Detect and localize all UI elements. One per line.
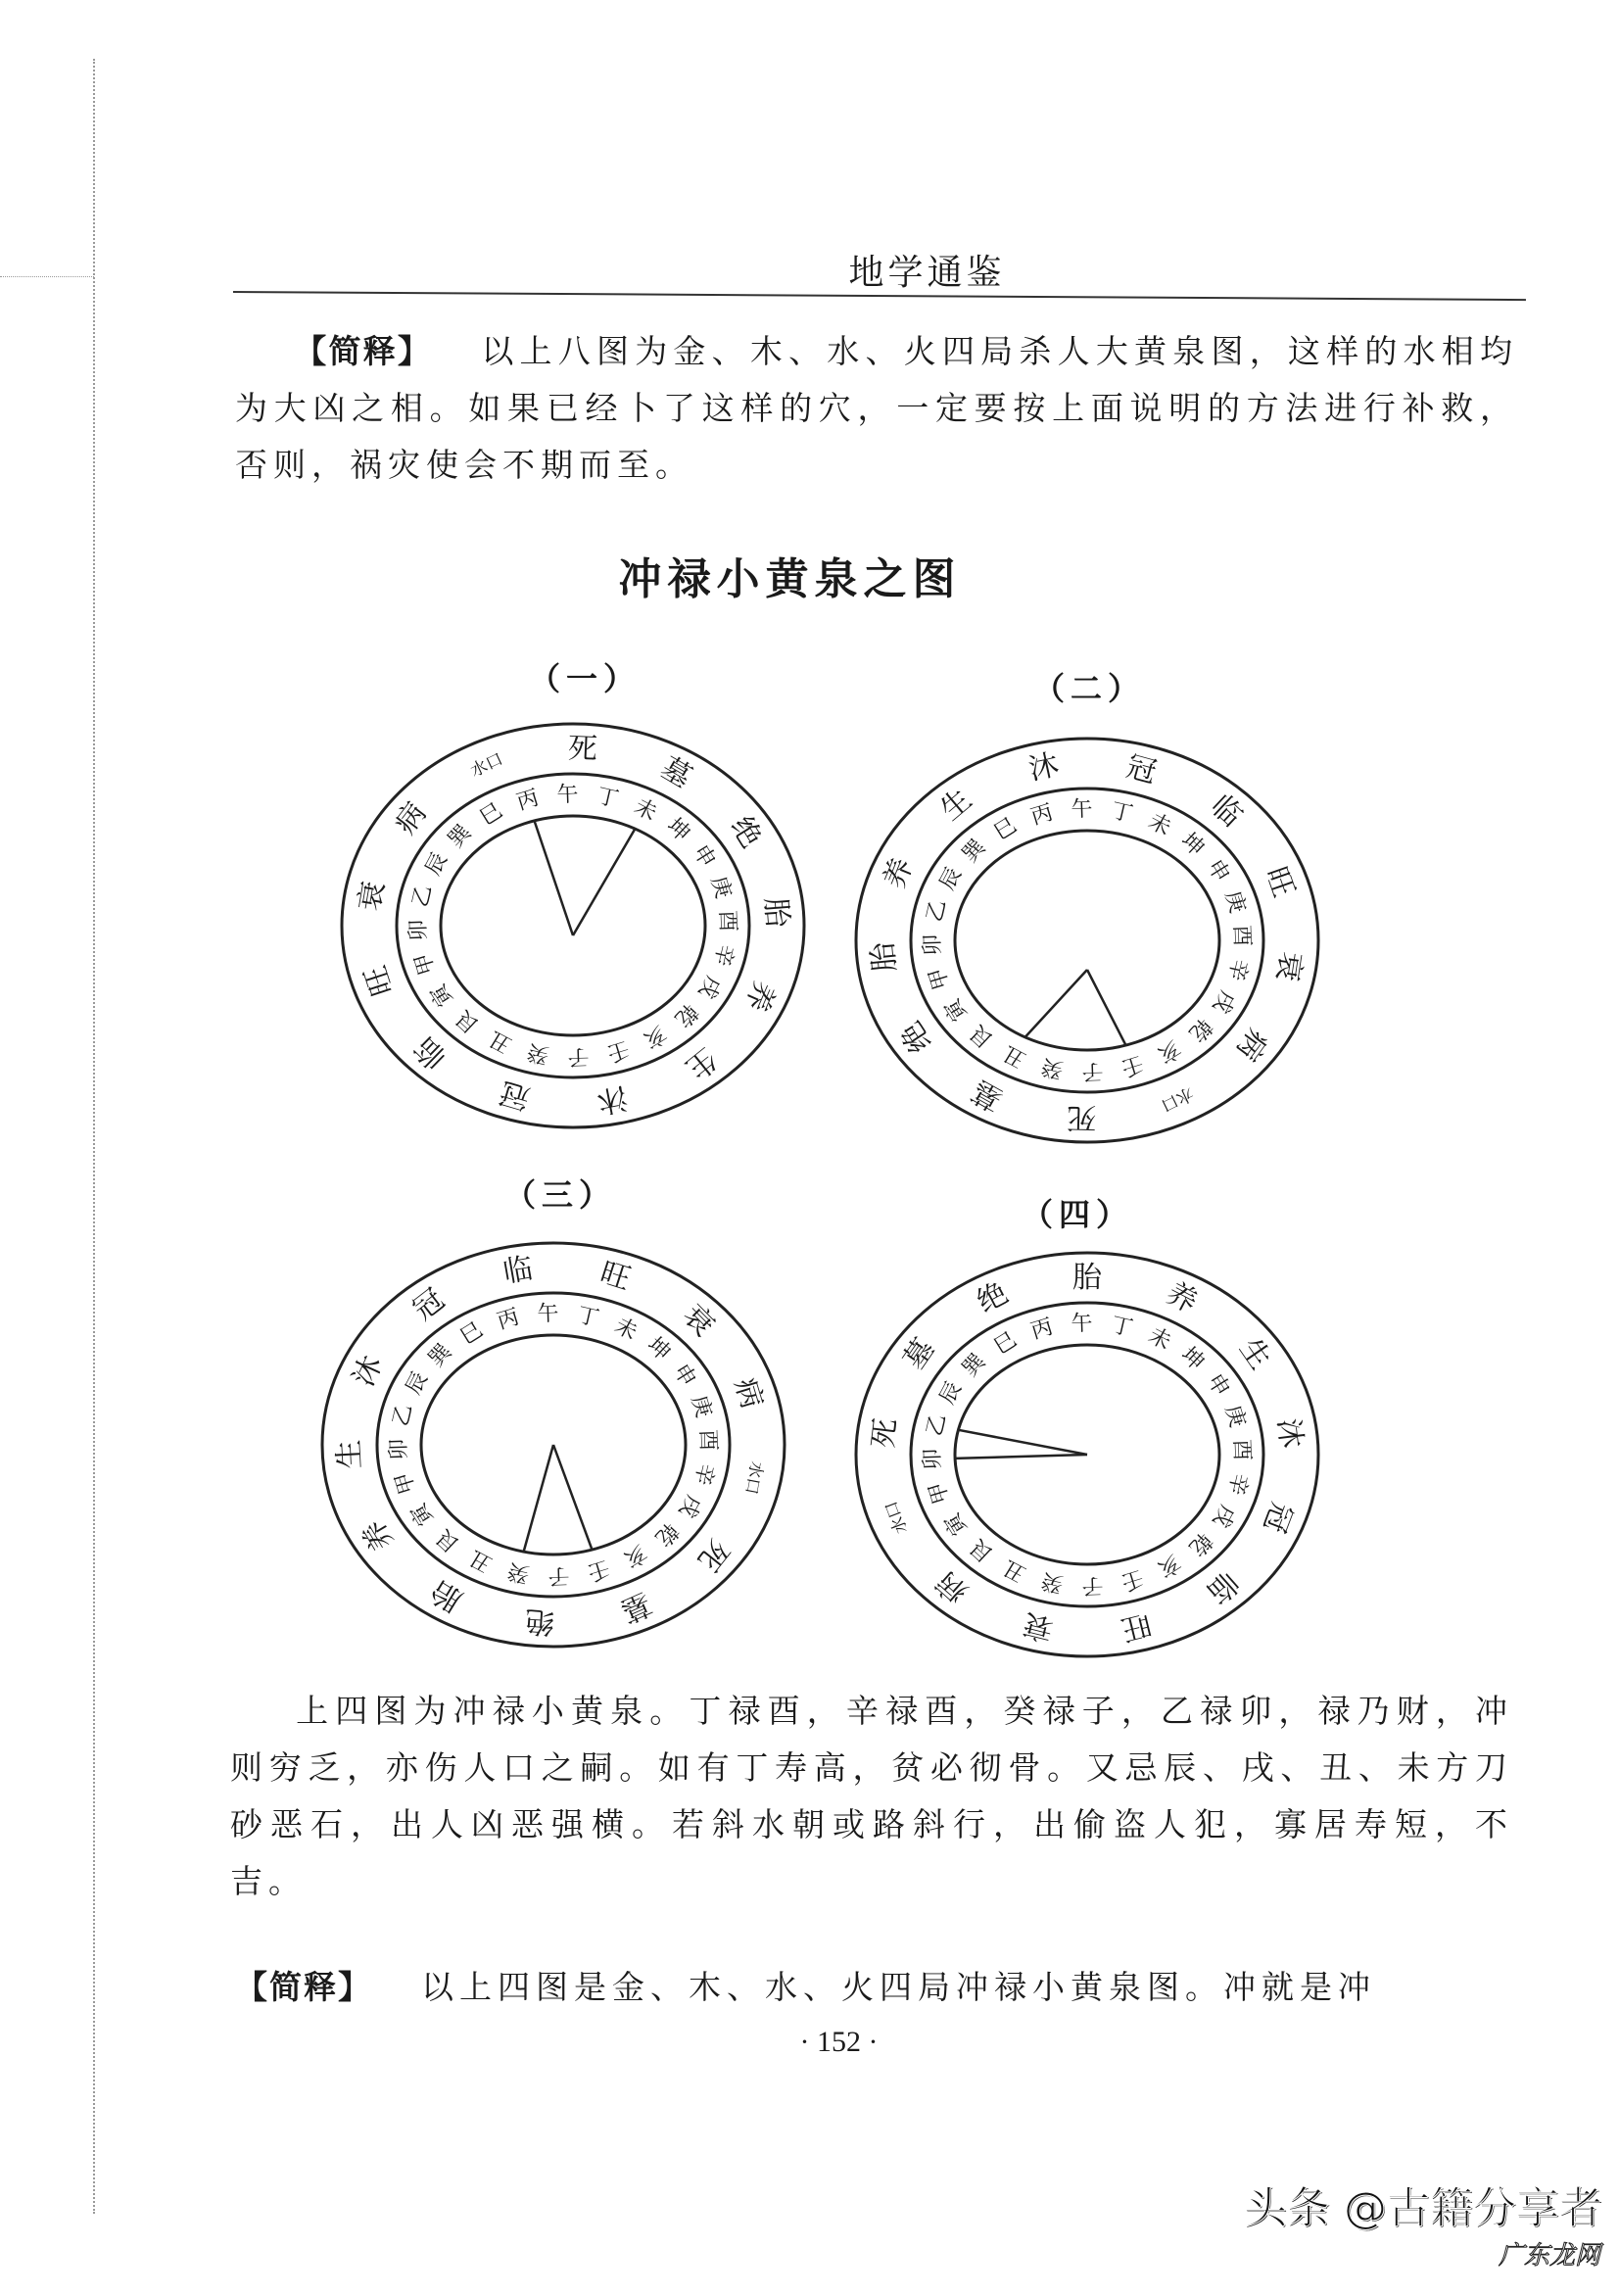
svg-text:辛: 辛 [1222,1470,1253,1498]
svg-text:巽: 巽 [958,1349,991,1382]
svg-text:戌: 戌 [673,1491,706,1522]
watermark-sub: 广东龙网 [1499,2241,1601,2271]
svg-text:坤: 坤 [661,813,694,847]
body-text: 上四图为冲禄小黄泉。丁禄酉，辛禄酉，癸禄子，乙禄卯，禄乃财，冲则穷乏，亦伤人口之嗣。如有丁寿高，贫必彻骨。又忌辰、戌、丑、未方刀砂恶石，出人凶恶强横。若斜水朝或路斜行，出偷盗人犯，寡居寿短，不吉。 [230,1692,1513,1900]
svg-text:丁: 丁 [594,784,621,813]
svg-text:酉: 酉 [714,909,740,933]
note-tag: 【简释】 [235,1968,372,2006]
svg-text:坤: 坤 [1175,828,1209,862]
svg-text:冠: 冠 [406,1282,452,1328]
svg-text:巳: 巳 [989,813,1022,846]
svg-text:壬: 壬 [1118,1564,1147,1595]
svg-text:寅: 寅 [425,979,458,1011]
svg-text:甲: 甲 [410,949,441,979]
svg-text:养: 养 [1161,1275,1204,1320]
body-paragraph [230,1683,1513,1910]
svg-text:乙: 乙 [388,1402,418,1429]
svg-text:戌: 戌 [1207,986,1240,1018]
svg-text:生: 生 [933,782,979,828]
svg-text:病: 病 [388,796,434,841]
svg-text:沐: 沐 [595,1079,631,1120]
section-title: 冲禄小黄泉之图 [618,554,962,604]
svg-text:子: 子 [1081,1058,1104,1084]
note-text: 以上四图是金、木、水、火四局冲禄小黄泉图。冲就是冲 [421,1968,1376,2006]
svg-text:墓: 墓 [615,1585,656,1629]
svg-text:绝: 绝 [723,810,769,854]
figure-label-1: （一） [529,660,642,697]
svg-text:巽: 巽 [444,820,477,853]
svg-text:丁: 丁 [574,1303,601,1332]
svg-text:旺: 旺 [1258,862,1301,902]
svg-text:绝: 绝 [971,1275,1014,1320]
watermark: 头条 @古籍分享者 [1244,2183,1602,2233]
svg-text:子: 子 [567,1043,590,1070]
svg-text:巽: 巽 [424,1339,457,1372]
svg-text:寅: 寅 [405,1498,439,1530]
svg-text:病: 病 [929,1564,975,1610]
svg-text:衰: 衰 [1269,949,1309,983]
svg-text:养: 养 [877,852,921,894]
svg-text:死: 死 [866,1416,904,1451]
svg-text:寅: 寅 [939,993,973,1026]
svg-text:衰: 衰 [1020,1605,1057,1647]
svg-text:丙: 丙 [513,786,543,816]
svg-text:癸: 癸 [1039,1567,1067,1597]
svg-text:绝: 绝 [893,1015,939,1059]
svg-text:子: 子 [548,1562,570,1589]
svg-text:水口: 水口 [1158,1082,1197,1116]
svg-text:辛: 辛 [689,1460,719,1488]
intro-tag: 【简释】 [294,332,433,370]
svg-text:乙: 乙 [407,883,438,910]
svg-text:庚: 庚 [1219,1402,1250,1431]
svg-text:丑: 丑 [999,1039,1030,1073]
svg-text:巳: 巳 [989,1327,1022,1361]
svg-text:死: 死 [1066,1099,1097,1135]
svg-text:辛: 辛 [1222,956,1253,983]
svg-text:死: 死 [566,731,598,767]
svg-text:沐: 沐 [1270,1416,1309,1451]
svg-text:申: 申 [668,1360,701,1392]
svg-text:酉: 酉 [694,1428,721,1452]
svg-text:辰: 辰 [401,1367,434,1399]
figure-label-2: （二） [1033,670,1146,707]
scan-margin-line [93,59,95,2214]
svg-text:卯: 卯 [386,1438,412,1461]
note-paragraph [235,1959,1518,2016]
svg-text:乾: 乾 [1183,1013,1216,1046]
svg-text:未: 未 [1144,808,1175,841]
svg-text:巳: 巳 [475,798,507,832]
svg-text:养: 养 [738,976,782,1017]
svg-text:卯: 卯 [920,1448,946,1471]
svg-text:午: 午 [537,1301,559,1327]
svg-text:辰: 辰 [934,1377,968,1409]
compass-diagram-3 [318,1239,788,1650]
svg-text:亥: 亥 [1153,1034,1185,1068]
figure-label-3: （三） [504,1176,617,1214]
compass-diagram-4 [852,1249,1322,1660]
svg-text:申: 申 [1202,1369,1235,1402]
intro-text: 以上八图为金、木、水、火四局杀人大黄泉图，这样的水相均为大凶之相。如果已经卜了这样的穴，一定要按上面说明的方法进行补救，否则，祸灾使会不期而至。 [235,332,1518,484]
svg-text:乾: 乾 [1183,1527,1216,1560]
svg-text:水口: 水口 [467,749,506,782]
svg-text:艮: 艮 [432,1523,465,1557]
svg-text:沐: 沐 [346,1350,391,1392]
svg-text:甲: 甲 [925,964,955,993]
svg-text:卯: 卯 [405,919,432,942]
svg-text:庚: 庚 [686,1392,716,1421]
svg-text:胎: 胎 [757,896,794,929]
svg-text:死: 死 [690,1532,736,1577]
svg-text:临: 临 [500,1251,536,1291]
intro-paragraph [235,323,1518,494]
svg-text:沐: 沐 [1025,747,1063,788]
svg-text:丑: 丑 [999,1554,1030,1587]
svg-text:午: 午 [1071,1311,1093,1337]
svg-text:旺: 旺 [1118,1605,1155,1647]
svg-text:丙: 丙 [1027,1315,1057,1345]
svg-text:庚: 庚 [705,873,736,902]
svg-text:巳: 巳 [455,1317,488,1351]
svg-text:丁: 丁 [1108,798,1135,828]
svg-text:未: 未 [1144,1322,1175,1356]
svg-text:未: 未 [630,793,661,827]
svg-text:水口: 水口 [740,1459,767,1497]
svg-text:寅: 寅 [939,1507,973,1540]
svg-text:水口: 水口 [881,1498,912,1537]
svg-text:艮: 艮 [966,1019,999,1053]
svg-text:子: 子 [1081,1572,1104,1599]
svg-text:生: 生 [678,1040,724,1086]
figure-label-4: （四） [1022,1196,1134,1233]
svg-text:午: 午 [1071,796,1093,823]
svg-text:墓: 墓 [654,750,697,795]
svg-text:临: 临 [1200,1564,1245,1610]
svg-text:胎: 胎 [866,940,903,974]
svg-text:申: 申 [688,840,721,873]
svg-text:艮: 艮 [966,1533,999,1567]
svg-text:申: 申 [1202,855,1235,887]
svg-text:庚: 庚 [1219,887,1250,917]
svg-text:午: 午 [556,782,579,808]
svg-text:未: 未 [610,1313,642,1346]
svg-text:病: 病 [1228,1023,1274,1067]
svg-text:亥: 亥 [639,1020,671,1053]
svg-text:乙: 乙 [922,897,952,925]
svg-text:临: 临 [1204,789,1249,835]
svg-text:戌: 戌 [692,972,726,1003]
svg-text:癸: 癸 [1039,1053,1067,1082]
svg-text:辛: 辛 [708,941,738,969]
svg-text:亥: 亥 [619,1539,651,1572]
svg-text:墓: 墓 [896,1332,942,1376]
svg-text:亥: 亥 [1153,1549,1185,1582]
svg-text:衰: 衰 [353,879,392,914]
page-number: · 152 · [799,2026,879,2058]
svg-text:辰: 辰 [420,848,453,880]
svg-text:临: 临 [407,1029,453,1076]
svg-text:胎: 胎 [425,1573,469,1618]
svg-text:艮: 艮 [452,1004,485,1038]
svg-text:酉: 酉 [1228,1438,1255,1461]
svg-text:乾: 乾 [669,998,702,1031]
svg-text:生: 生 [1232,1332,1278,1376]
svg-text:壬: 壬 [603,1035,633,1066]
svg-text:墓: 墓 [966,1072,1010,1118]
svg-text:胎: 胎 [1072,1261,1102,1295]
svg-text:病: 病 [727,1374,770,1412]
svg-text:酉: 酉 [1228,924,1255,947]
compass-diagram-1 [338,720,808,1131]
svg-text:癸: 癸 [505,1557,533,1587]
svg-text:坤: 坤 [1175,1342,1209,1376]
svg-text:壬: 壬 [1118,1050,1147,1080]
svg-text:衰: 衰 [676,1298,722,1344]
svg-text:卯: 卯 [920,933,946,957]
svg-text:壬: 壬 [584,1555,613,1585]
svg-text:冠: 冠 [496,1074,535,1117]
svg-text:甲: 甲 [391,1468,421,1498]
running-title: 地学通鉴 [848,253,1006,293]
svg-text:甲: 甲 [925,1478,955,1507]
svg-text:丙: 丙 [1027,800,1057,831]
svg-text:养: 养 [356,1513,401,1557]
svg-text:冠: 冠 [1122,749,1161,790]
svg-text:冠: 冠 [1256,1497,1300,1538]
compass-diagram-2 [852,735,1322,1146]
svg-text:生: 生 [332,1438,368,1470]
svg-text:丑: 丑 [465,1544,497,1577]
svg-text:旺: 旺 [357,961,401,1000]
svg-text:乾: 乾 [649,1517,683,1551]
svg-text:乙: 乙 [922,1411,952,1439]
svg-text:戌: 戌 [1207,1501,1240,1532]
svg-text:丁: 丁 [1108,1313,1135,1342]
svg-text:巽: 巽 [958,835,991,868]
svg-text:辰: 辰 [934,863,968,894]
svg-text:丑: 丑 [485,1025,516,1058]
svg-text:丙: 丙 [494,1305,523,1335]
svg-text:癸: 癸 [525,1038,552,1068]
svg-text:旺: 旺 [595,1255,635,1298]
svg-text:绝: 绝 [523,1602,556,1640]
svg-text:坤: 坤 [642,1332,675,1366]
